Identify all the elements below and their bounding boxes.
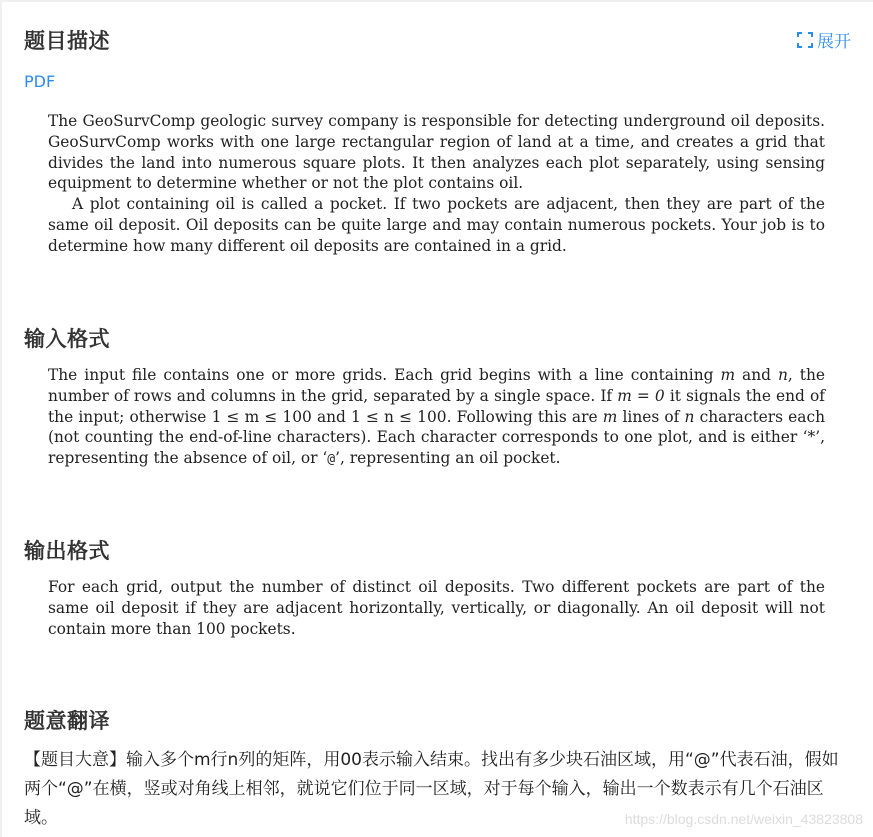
- watermark: https://blog.csdn.net/weixin_43823808: [624, 811, 863, 827]
- translation-text: 【题目大意】输入多个m行n列的矩阵，用00表示输入结束。找出有多少块石油区域，用“@”代表石油，假如两个“@”在横，竖或对角线上相邻，就说它们位于同一区域，对于每个输入，输出一个数表示有几个石油区域。: [24, 750, 839, 828]
- description-paragraph-2: A plot containing oil is called a pocket. If two pockets are adjacent, then they are part of the same oil deposit. Oil deposits can be quite large and may contain numerous pockets. Your job is to determine how many different oil deposits are contained in a grid.: [48, 195, 825, 255]
- pdf-link[interactable]: PDF: [24, 72, 56, 91]
- problem-description-text: [48, 111, 825, 257]
- expand-label: 展开: [817, 32, 851, 52]
- expand-icon: [797, 32, 813, 48]
- output-format-paragraph: For each grid, output the number of distinct oil deposits. Two different pockets are part of the same oil deposit if they are adjacent horizontally, vertically, or diagonally. An oil deposit will not contain more than 100 pockets.: [48, 578, 825, 638]
- translation-title: 题意翻译: [24, 709, 110, 733]
- output-format-text: [48, 577, 825, 639]
- problem-description-title: 题目描述: [24, 29, 110, 53]
- input-format-paragraph: The input file contains one or more grids. Each grid begins with a line containing m and n, the number of rows and columns in the grid, separated by a single space. If m = 0 it signals the end of the input; otherwise 1 ≤ m ≤ 100 and 1 ≤ n ≤ 100. Following this are m lines of n characters each (not counting the end-of-line characters). Each character corresponds to one plot, and is either ‘*’, representing the absence of oil, or ‘@’, representing an oil pocket.: [48, 366, 825, 468]
- input-format-text: [48, 365, 825, 471]
- description-paragraph-1: The GeoSurvComp geologic survey company is responsible for detecting underground oil deposits. GeoSurvComp works with one large rectangular region of land at a time, and creates a grid that divides the land into numerous square plots. It then analyzes each plot separately, using sensing equipment to determine whether or not the plot contains oil.: [48, 112, 825, 193]
- output-format-title: 输出格式: [24, 539, 110, 563]
- input-format-title: 输入格式: [24, 327, 110, 351]
- expand-button[interactable]: [797, 27, 851, 52]
